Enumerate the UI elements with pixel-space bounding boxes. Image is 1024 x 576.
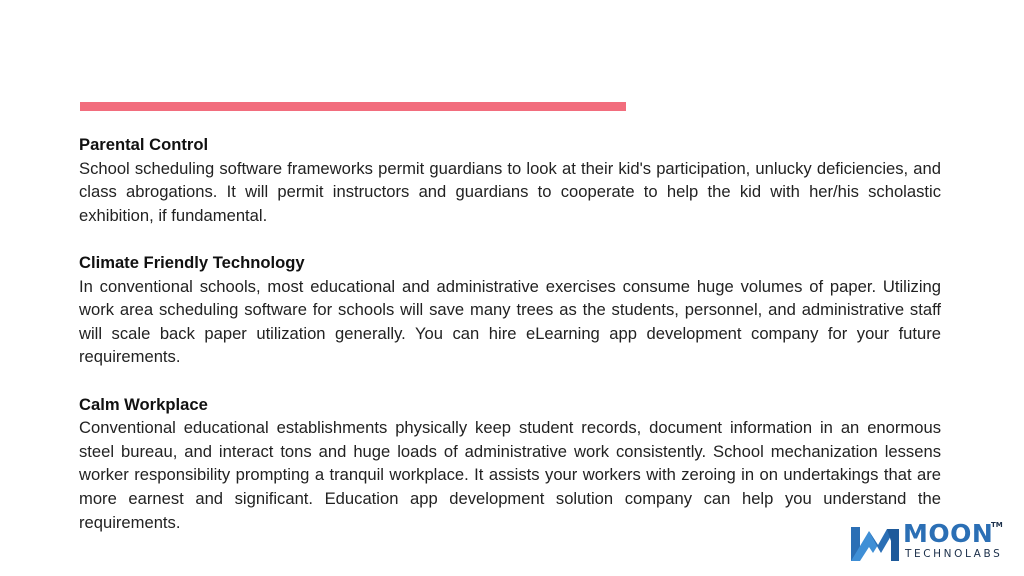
accent-bar [80,102,626,111]
logo-brand-text: MOON [903,519,994,548]
section-heading: Climate Friendly Technology [79,252,305,272]
document-content [79,133,941,558]
section-body: Conventional educational establishments physically keep student records, document information in an enormous steel bureau, and interact tons and huge loads of administrative work consistently. School mechanization lessens worker responsibility prompting a tranquil workplace. It assists your workers with zeroing in on undertakings that are more earnest and significant. Education app development solution company can help you understand the requirements. [79,418,941,532]
section-heading: Parental Control [79,135,209,154]
section-climate-friendly-technology [79,251,941,369]
logo-subtext: TECHNOLABS [905,548,1003,560]
moon-technolabs-logo [851,519,1011,564]
section-calm-workplace [79,393,941,535]
section-body: School scheduling software frameworks permit guardians to look at their kid's participation, unlucky deficiencies, and class abrogations. It will permit instructors and guardians to cooperate to help the kid with her/his scholastic exhibition, if fundamental. [79,158,941,225]
moon-technolabs-mark-icon [851,523,899,561]
section-parental-control [79,133,941,227]
section-heading: Calm Workplace [79,394,208,414]
section-body: In conventional schools, most educational and administrative exercises consume huge volumes of paper. Utilizing work area scheduling software for schools will save many trees as the students, personnel, and administrative staff will scale back paper utilization generally. You can hire eLearning app development company for your future requirements. [79,276,941,367]
logo-trademark: TM [991,521,1003,529]
